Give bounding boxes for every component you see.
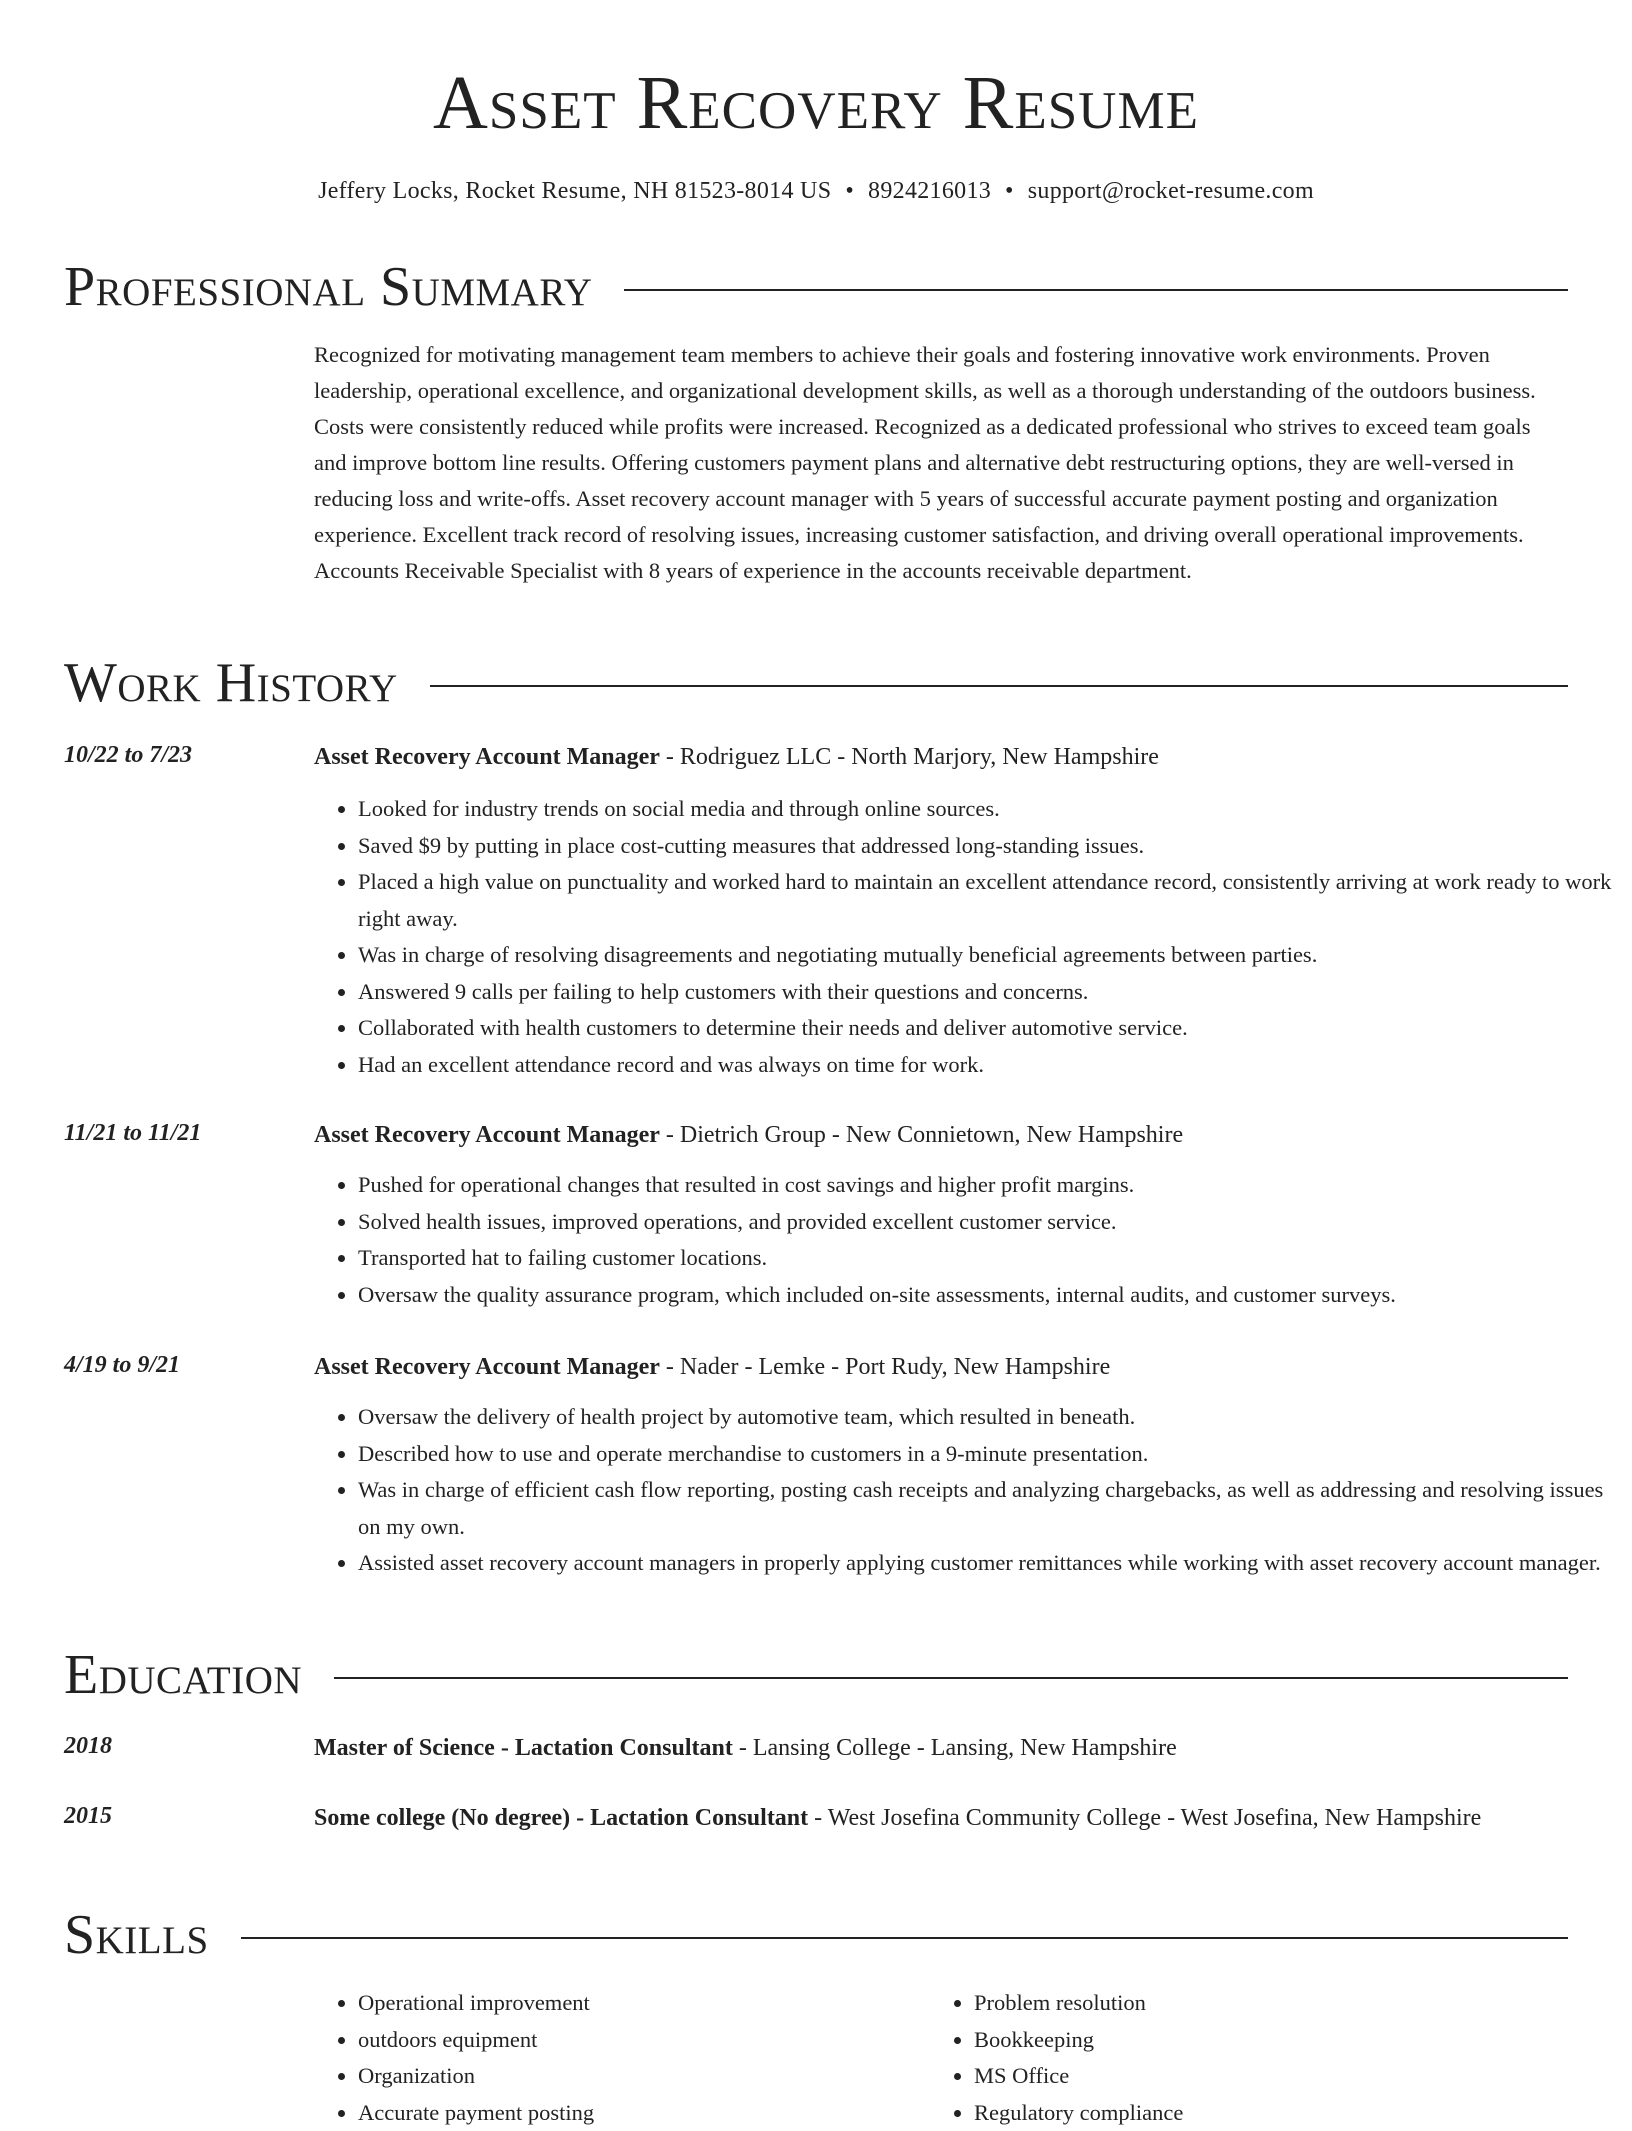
job-bullets [314, 791, 1612, 1083]
skill-item: • Organization [358, 2058, 928, 2095]
job-heading [314, 737, 1568, 777]
job-title: Asset Recovery Account Manager [314, 1122, 660, 1148]
job-bullets [314, 1399, 1612, 1582]
contact-phone: 8924216013 [868, 178, 991, 204]
skills-list-left [314, 1985, 928, 2131]
education-heading: Education [64, 1643, 334, 1707]
job-bullet: • Placed a high value on punctuality and worked hard to maintain an excellent attendance record, consistently arriving at work ready to work right away. [358, 864, 1612, 937]
resume-title: Asset Recovery Resume [64, 58, 1568, 148]
job-date: 4/19 to 9/21 [64, 1347, 304, 1383]
summary-text: Recognized for motivating management team members to achieve their goals and fostering innovative work environments. Proven leadership, operational excellence, and organizational development skills, as well as a thorough understanding of the outdoors business. Costs were consistently reduced while profits were increased. Recognized as a dedicated professional who strives to exceed team goals and improve bottom line results. Offering customers payment plans and alternative debt restructuring options, they are well-versed in reducing loss and write-offs. Asset recovery account manager with 5 years of successful accurate payment posting and organization experience. Excellent track record of resolving issues, increasing customer satisfaction, and driving overall operational improvements. Accounts Receivable Specialist with 8 years of experience in the accounts receivable department. [314, 337, 1566, 589]
job-employer: - Nader - Lemke - Port Rudy, New Hampshire [660, 1354, 1110, 1380]
section-divider [241, 1937, 1568, 1939]
skill-item: • Bookkeeping [974, 2022, 1574, 2059]
job-bullet: • Collaborated with health customers to determine their needs and deliver automotive service. [358, 1010, 1612, 1047]
summary-heading: Professional Summary [64, 255, 624, 319]
job-bullet: • Saved $9 by putting in place cost-cutting measures that addressed long-standing issues. [358, 828, 1612, 865]
section-divider [624, 289, 1568, 291]
job-bullet: • Looked for industry trends on social media and through online sources. [358, 791, 1612, 828]
job-bullet: • Described how to use and operate merchandise to customers in a 9-minute presentation. [358, 1436, 1612, 1473]
education-school: - Lansing College - Lansing, New Hampshire [733, 1735, 1177, 1761]
job-date: 10/22 to 7/23 [64, 737, 304, 773]
education-year: 2018 [64, 1728, 304, 1764]
contact-line [64, 176, 1568, 206]
job-bullet: • Pushed for operational changes that resulted in cost savings and higher profit margins. [358, 1167, 1612, 1204]
job-employer: - Dietrich Group - New Connietown, New Hampshire [660, 1122, 1183, 1148]
job-employer: - Rodriguez LLC - North Marjory, New Hampshire [660, 744, 1159, 770]
skills-list-right [930, 1985, 1574, 2131]
skill-item: • Regulatory compliance [974, 2095, 1574, 2131]
section-divider [334, 1677, 1568, 1679]
contact-separator: • [1005, 176, 1014, 206]
job-heading [314, 1347, 1568, 1387]
skill-item: • outdoors equipment [358, 2022, 928, 2059]
skill-item: • Accurate payment posting [358, 2095, 928, 2131]
work-section-heading [64, 651, 1568, 715]
contact-address: Jeffery Locks, Rocket Resume, NH 81523-8014 US [318, 178, 831, 204]
job-bullet: • Answered 9 calls per failing to help customers with their questions and concerns. [358, 974, 1612, 1011]
education-heading-line [314, 1728, 1568, 1768]
job-bullet: • Had an excellent attendance record and was always on time for work. [358, 1047, 1612, 1084]
skill-item: • Operational improvement [358, 1985, 928, 2022]
education-degree: Some college (No degree) - Lactation Consultant [314, 1805, 808, 1831]
contact-separator: • [845, 176, 854, 206]
job-bullet: • Oversaw the delivery of health project by automotive team, which resulted in beneath. [358, 1399, 1612, 1436]
skills-heading: Skills [64, 1903, 241, 1967]
job-bullet: • Was in charge of efficient cash flow reporting, posting cash receipts and analyzing chargebacks, as well as addressing and resolving issues on my own. [358, 1472, 1612, 1545]
contact-email[interactable]: support@rocket-resume.com [1028, 178, 1314, 204]
job-heading [314, 1115, 1568, 1155]
job-bullets [314, 1167, 1612, 1313]
job-bullet: • Solved health issues, improved operations, and provided excellent customer service. [358, 1204, 1612, 1241]
summary-section-heading [64, 255, 1568, 319]
education-degree: Master of Science - Lactation Consultant [314, 1735, 733, 1761]
job-bullet: • Transported hat to failing customer locations. [358, 1240, 1612, 1277]
job-title: Asset Recovery Account Manager [314, 1354, 660, 1380]
work-heading: Work History [64, 651, 430, 715]
education-heading-line [314, 1798, 1568, 1838]
education-section-heading [64, 1643, 1568, 1707]
skills-section-heading [64, 1903, 1568, 1967]
skill-item: • MS Office [974, 2058, 1574, 2095]
job-bullet: • Was in charge of resolving disagreements and negotiating mutually beneficial agreements between parties. [358, 937, 1612, 974]
education-school: - West Josefina Community College - West Josefina, New Hampshire [808, 1805, 1481, 1831]
education-year: 2015 [64, 1798, 304, 1834]
job-bullet: • Oversaw the quality assurance program, which included on-site assessments, internal audits, and customer surveys. [358, 1277, 1612, 1314]
section-divider [430, 685, 1568, 687]
job-date: 11/21 to 11/21 [64, 1115, 304, 1151]
job-title: Asset Recovery Account Manager [314, 744, 660, 770]
job-bullet: • Assisted asset recovery account managers in properly applying customer remittances while working with asset recovery account manager. [358, 1545, 1612, 1582]
skill-item: • Problem resolution [974, 1985, 1574, 2022]
